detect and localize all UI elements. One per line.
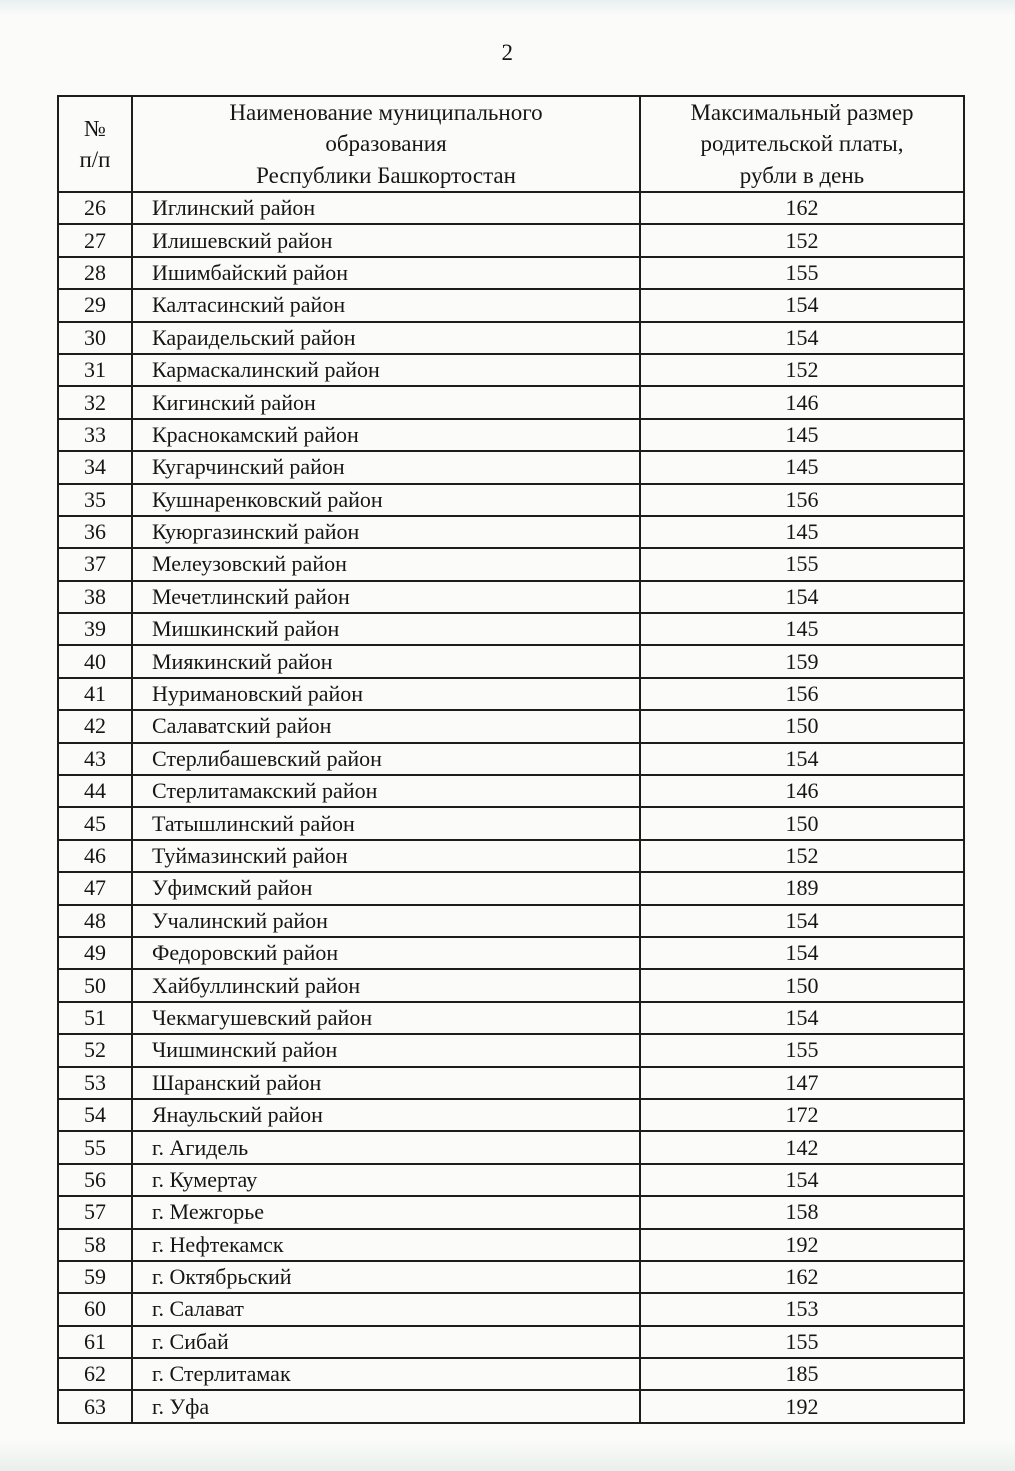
row-number-cell: 58 <box>58 1229 132 1261</box>
table-row <box>58 1067 964 1099</box>
municipality-name-cell: г. Агидель <box>132 1131 640 1163</box>
table-row <box>58 484 964 516</box>
table-row <box>58 419 964 451</box>
row-number-cell: 39 <box>58 613 132 645</box>
payment-value-cell: 154 <box>640 581 964 613</box>
row-number-cell: 60 <box>58 1293 132 1325</box>
municipality-name-cell: Ишимбайский район <box>132 257 640 289</box>
header-payment-line3: рубли в день <box>739 162 865 188</box>
payment-value-cell: 162 <box>640 1261 964 1293</box>
payment-value-cell: 150 <box>640 710 964 742</box>
table-row <box>58 905 964 937</box>
row-number-cell: 63 <box>58 1390 132 1422</box>
payment-value-cell: 154 <box>640 905 964 937</box>
payment-value-cell: 154 <box>640 743 964 775</box>
row-number-cell: 37 <box>58 548 132 580</box>
header-number-line1: № <box>84 115 106 141</box>
municipality-name-cell: Нуримановский район <box>132 678 640 710</box>
municipality-name-cell: Уфимский район <box>132 872 640 904</box>
row-number-cell: 41 <box>58 678 132 710</box>
payment-value-cell: 145 <box>640 451 964 483</box>
table-row <box>58 969 964 1001</box>
payment-value-cell: 145 <box>640 419 964 451</box>
payment-value-cell: 154 <box>640 1002 964 1034</box>
row-number-cell: 47 <box>58 872 132 904</box>
municipal-payments-table <box>57 95 965 1424</box>
municipality-name-cell: Мелеузовский район <box>132 548 640 580</box>
municipality-name-cell: Стерлитамакский район <box>132 775 640 807</box>
payment-value-cell: 154 <box>640 289 964 321</box>
payment-value-cell: 185 <box>640 1358 964 1390</box>
table-row <box>58 354 964 386</box>
payment-value-cell: 150 <box>640 807 964 839</box>
municipality-name-cell: Учалинский район <box>132 905 640 937</box>
municipality-name-cell: г. Октябрьский <box>132 1261 640 1293</box>
row-number-cell: 34 <box>58 451 132 483</box>
payment-value-cell: 154 <box>640 937 964 969</box>
payment-value-cell: 155 <box>640 1034 964 1066</box>
payment-value-cell: 192 <box>640 1229 964 1261</box>
payment-value-cell: 142 <box>640 1131 964 1163</box>
municipality-name-cell: Краснокамский район <box>132 419 640 451</box>
row-number-cell: 57 <box>58 1196 132 1228</box>
row-number-cell: 42 <box>58 710 132 742</box>
table-row <box>58 840 964 872</box>
header-number-column <box>58 96 132 192</box>
row-number-cell: 36 <box>58 516 132 548</box>
row-number-cell: 33 <box>58 419 132 451</box>
payment-value-cell: 155 <box>640 1326 964 1358</box>
payment-value-cell: 145 <box>640 516 964 548</box>
municipality-name-cell: Янаульский район <box>132 1099 640 1131</box>
payment-value-cell: 155 <box>640 257 964 289</box>
row-number-cell: 53 <box>58 1067 132 1099</box>
payment-value-cell: 147 <box>640 1067 964 1099</box>
table-header-row <box>58 96 964 192</box>
header-payment-line2: родительской платы, <box>700 131 904 157</box>
table-row <box>58 192 964 224</box>
table-row <box>58 322 964 354</box>
table-row <box>58 1390 964 1422</box>
table-row <box>58 451 964 483</box>
payment-value-cell: 189 <box>640 872 964 904</box>
municipality-name-cell: Салаватский район <box>132 710 640 742</box>
table-row <box>58 807 964 839</box>
row-number-cell: 45 <box>58 807 132 839</box>
table-row <box>58 710 964 742</box>
municipality-name-cell: г. Стерлитамак <box>132 1358 640 1390</box>
table-row <box>58 548 964 580</box>
row-number-cell: 48 <box>58 905 132 937</box>
payment-value-cell: 155 <box>640 548 964 580</box>
row-number-cell: 31 <box>58 354 132 386</box>
municipality-name-cell: Мишкинский район <box>132 613 640 645</box>
municipality-name-cell: г. Салават <box>132 1293 640 1325</box>
table-row <box>58 613 964 645</box>
table-row <box>58 224 964 256</box>
row-number-cell: 59 <box>58 1261 132 1293</box>
payment-value-cell: 152 <box>640 224 964 256</box>
payment-value-cell: 145 <box>640 613 964 645</box>
municipality-name-cell: Татышлинский район <box>132 807 640 839</box>
payment-value-cell: 150 <box>640 969 964 1001</box>
municipality-name-cell: Миякинский район <box>132 645 640 677</box>
municipality-name-cell: Хайбуллинский район <box>132 969 640 1001</box>
table-row <box>58 1358 964 1390</box>
municipality-name-cell: Федоровский район <box>132 937 640 969</box>
row-number-cell: 38 <box>58 581 132 613</box>
payment-value-cell: 158 <box>640 1196 964 1228</box>
payment-value-cell: 172 <box>640 1099 964 1131</box>
municipality-name-cell: Куюргазинский район <box>132 516 640 548</box>
payment-value-cell: 146 <box>640 775 964 807</box>
municipality-name-cell: г. Кумертау <box>132 1164 640 1196</box>
municipality-name-cell: Калтасинский район <box>132 289 640 321</box>
table-row <box>58 1261 964 1293</box>
payment-value-cell: 159 <box>640 645 964 677</box>
municipality-name-cell: г. Межгорье <box>132 1196 640 1228</box>
municipality-name-cell: Шаранский район <box>132 1067 640 1099</box>
table-row <box>58 386 964 418</box>
table-row <box>58 289 964 321</box>
table-row <box>58 872 964 904</box>
row-number-cell: 54 <box>58 1099 132 1131</box>
municipality-name-cell: Илишевский район <box>132 224 640 256</box>
municipality-name-cell: г. Сибай <box>132 1326 640 1358</box>
payment-value-cell: 154 <box>640 1164 964 1196</box>
row-number-cell: 51 <box>58 1002 132 1034</box>
municipality-name-cell: Иглинский район <box>132 192 640 224</box>
row-number-cell: 29 <box>58 289 132 321</box>
payment-value-cell: 146 <box>640 386 964 418</box>
table-row <box>58 1293 964 1325</box>
municipality-name-cell: Стерлибашевский район <box>132 743 640 775</box>
municipality-name-cell: Караидельский район <box>132 322 640 354</box>
row-number-cell: 26 <box>58 192 132 224</box>
municipality-name-cell: г. Уфа <box>132 1390 640 1422</box>
table-row <box>58 1196 964 1228</box>
row-number-cell: 43 <box>58 743 132 775</box>
row-number-cell: 44 <box>58 775 132 807</box>
table-row <box>58 516 964 548</box>
table-row <box>58 581 964 613</box>
row-number-cell: 52 <box>58 1034 132 1066</box>
row-number-cell: 27 <box>58 224 132 256</box>
municipality-name-cell: Кармаскалинский район <box>132 354 640 386</box>
header-payment-line1: Максимальный размер <box>690 100 914 126</box>
payment-value-cell: 156 <box>640 484 964 516</box>
page-number: 2 <box>501 40 514 65</box>
row-number-cell: 55 <box>58 1131 132 1163</box>
table-row <box>58 775 964 807</box>
payment-value-cell: 152 <box>640 354 964 386</box>
table-row <box>58 1164 964 1196</box>
row-number-cell: 28 <box>58 257 132 289</box>
table-row <box>58 678 964 710</box>
row-number-cell: 32 <box>58 386 132 418</box>
municipality-name-cell: Мечетлинский район <box>132 581 640 613</box>
row-number-cell: 30 <box>58 322 132 354</box>
table-row <box>58 257 964 289</box>
municipality-name-cell: Кигинский район <box>132 386 640 418</box>
municipality-name-cell: Чишминский район <box>132 1034 640 1066</box>
row-number-cell: 46 <box>58 840 132 872</box>
row-number-cell: 49 <box>58 937 132 969</box>
row-number-cell: 50 <box>58 969 132 1001</box>
municipality-name-cell: Кугарчинский район <box>132 451 640 483</box>
municipality-name-cell: Чекмагушевский район <box>132 1002 640 1034</box>
row-number-cell: 40 <box>58 645 132 677</box>
payment-value-cell: 156 <box>640 678 964 710</box>
table-row <box>58 1326 964 1358</box>
header-municipality-line1: Наименование муниципального <box>229 100 543 126</box>
municipality-name-cell: г. Нефтекамск <box>132 1229 640 1261</box>
header-municipality-line2: образования <box>325 131 447 157</box>
row-number-cell: 61 <box>58 1326 132 1358</box>
row-number-cell: 62 <box>58 1358 132 1390</box>
table-row <box>58 1229 964 1261</box>
header-payment-column <box>640 96 964 192</box>
table-row <box>58 1002 964 1034</box>
header-municipality-column <box>132 96 640 192</box>
table-row <box>58 1034 964 1066</box>
row-number-cell: 56 <box>58 1164 132 1196</box>
table-row <box>58 743 964 775</box>
table-row <box>58 937 964 969</box>
municipality-name-cell: Кушнаренковский район <box>132 484 640 516</box>
payment-value-cell: 162 <box>640 192 964 224</box>
header-number-line2: п/п <box>79 147 111 172</box>
payment-value-cell: 153 <box>640 1293 964 1325</box>
row-number-cell: 35 <box>58 484 132 516</box>
payment-value-cell: 154 <box>640 322 964 354</box>
table-row <box>58 645 964 677</box>
payment-value-cell: 192 <box>640 1390 964 1422</box>
table-row <box>58 1099 964 1131</box>
table-row <box>58 1131 964 1163</box>
payment-value-cell: 152 <box>640 840 964 872</box>
header-municipality-line3: Республики Башкортостан <box>256 162 516 188</box>
municipality-name-cell: Туймазинский район <box>132 840 640 872</box>
